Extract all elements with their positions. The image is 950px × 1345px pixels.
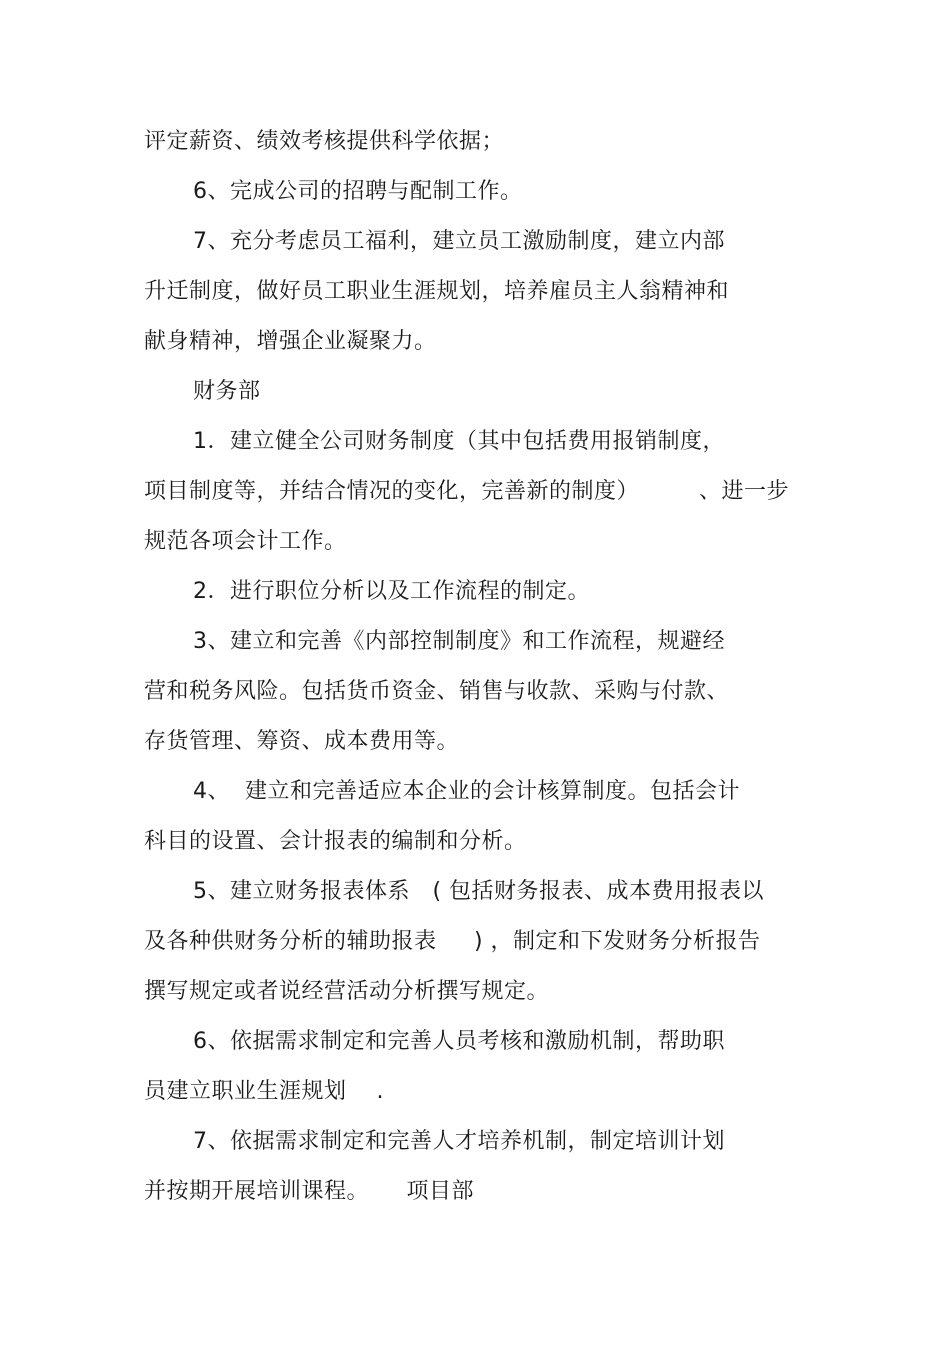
section-heading: 财务部 xyxy=(193,379,261,404)
text-line: 存货管理、筹资、成本费用等。 xyxy=(144,729,460,754)
text-line: 升迁制度，做好员工职业生涯规划，培养雇员主人翁精神和 xyxy=(144,279,730,304)
text-line: 规范各项会计工作。 xyxy=(144,529,347,554)
text-line: 7、依据需求制定和完善人才培养机制，制定培训计划 xyxy=(193,1129,725,1154)
text-line: 及各种供财务分析的辅助报表 ) ，制定和下发财务分析报告 xyxy=(144,929,761,954)
text-line: 撰写规定或者说经营活动分析撰写规定。 xyxy=(144,979,550,1004)
text-line: 2．进行职位分析以及工作流程的制定。 xyxy=(193,579,590,604)
text-line: 献身精神，增强企业凝聚力。 xyxy=(144,329,437,354)
text-line: 并按期开展培训课程。 项目部 xyxy=(144,1179,474,1204)
text-line: 4、 建立和完善适应本企业的会计核算制度。包括会计 xyxy=(193,779,740,804)
text-line: 营和税务风险。包括货币资金、销售与收款、采购与付款、 xyxy=(144,679,730,704)
text-line: 5、建立财务报表体系 ( 包括财务报表、成本费用报表以 xyxy=(193,879,765,904)
text-line: 员建立职业生涯规划 . xyxy=(144,1079,384,1104)
text-line: 评定薪资、绩效考核提供科学依据； xyxy=(144,129,505,154)
text-line: 1．建立健全公司财务制度（其中包括费用报销制度， xyxy=(193,429,725,454)
text-line: 项目制度等，并结合情况的变化，完善新的制度） 、进一步 xyxy=(144,479,789,504)
text-line: 6、完成公司的招聘与配制工作。 xyxy=(193,179,523,204)
text-line: 科目的设置、会计报表的编制和分析。 xyxy=(144,829,527,854)
text-line: 7、充分考虑员工福利，建立员工激励制度，建立内部 xyxy=(193,229,725,254)
text-line: 3、建立和完善《内部控制制度》和工作流程，规避经 xyxy=(193,629,725,654)
text-line: 6、依据需求制定和完善人员考核和激励机制，帮助职 xyxy=(193,1029,725,1054)
